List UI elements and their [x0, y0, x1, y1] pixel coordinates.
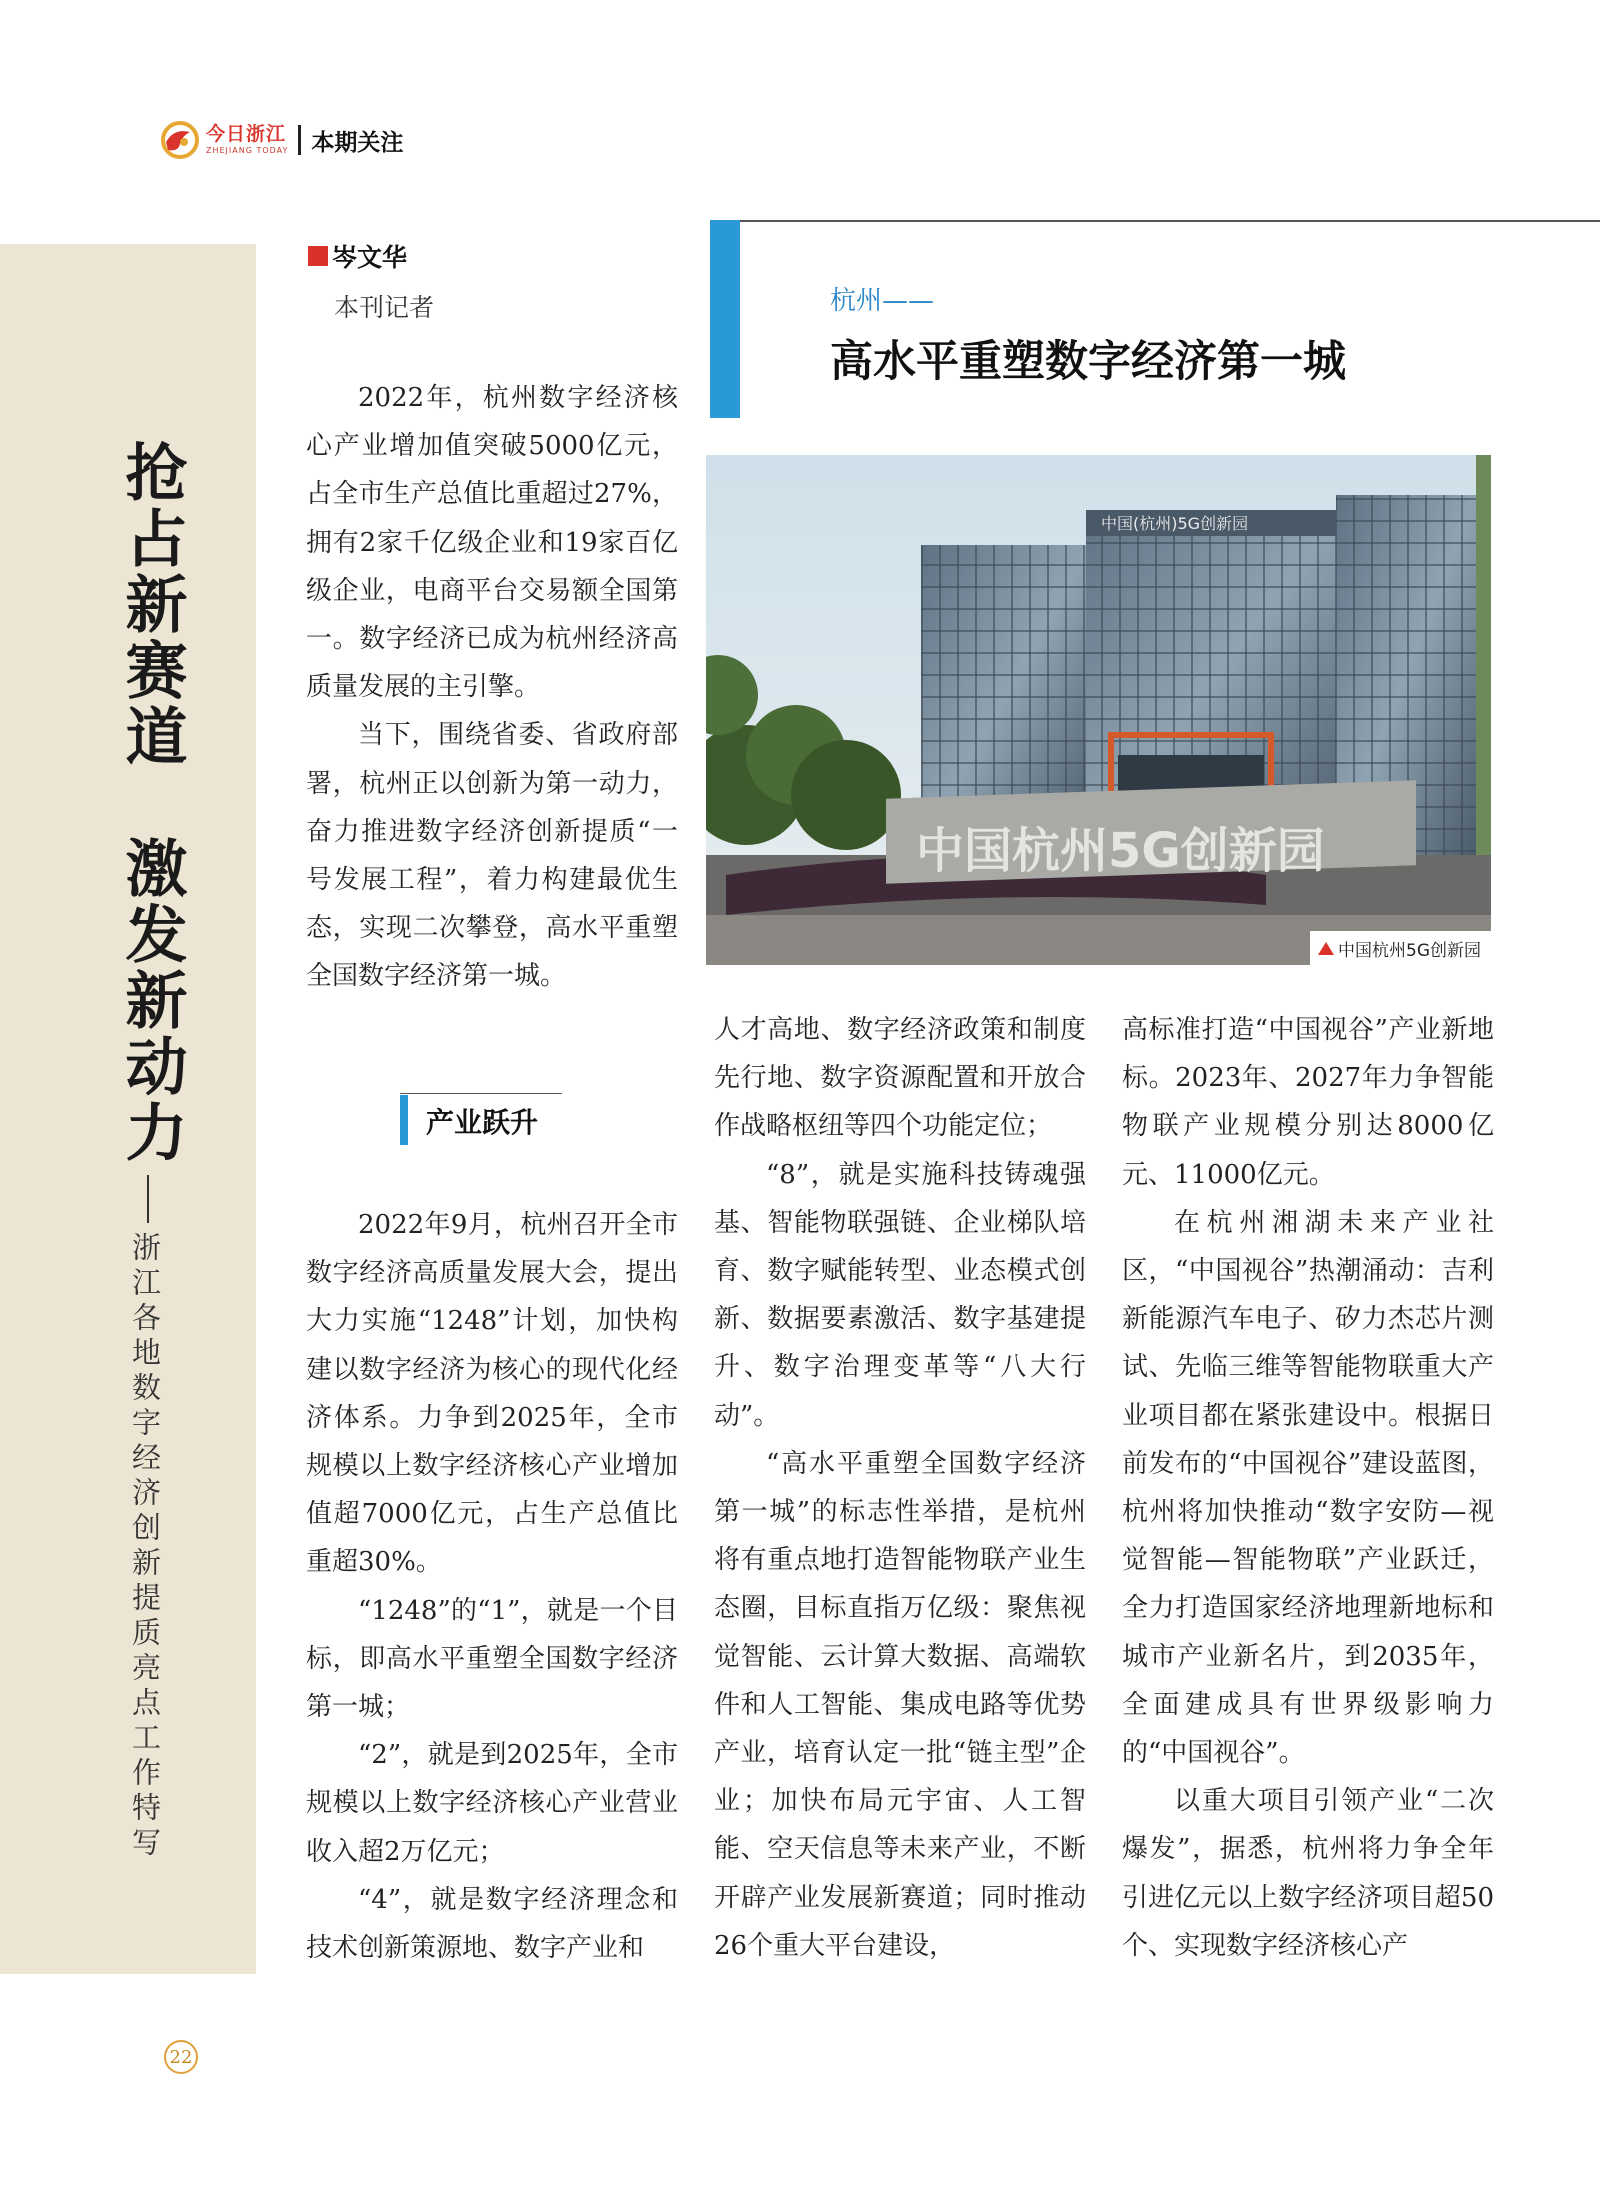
- body-paragraph: 人才高地、数字经济政策和制度先行地、数字资源配置和开放合作战略枢纽等四个功能定位；: [714, 1015, 1086, 1142]
- intro-column: [306, 374, 678, 1001]
- byline-marker: [308, 246, 328, 266]
- feature-title: 抢占新赛道 激发新动力: [115, 440, 188, 1166]
- subhead-rule: [400, 1093, 562, 1094]
- body-paragraph: “1248”的“1”，就是一个目标，即高水平重塑全国数字经济第一城；: [306, 1595, 678, 1723]
- photo-caption: 中国杭州5G创新园: [1338, 940, 1481, 961]
- feature-subtitle: 浙江各地数字经济创新提质亮点工作特写: [128, 1232, 162, 1862]
- header-divider: [298, 125, 301, 155]
- article-title-block: [710, 220, 1600, 418]
- body-column-3: [1122, 1006, 1494, 1970]
- section-label: 本期关注: [311, 129, 404, 156]
- magazine-logo: [160, 120, 288, 160]
- subtitle-dash: [147, 1175, 149, 1223]
- photo-caption-box: [1310, 931, 1491, 965]
- body-column-1: [306, 1201, 678, 1972]
- intro-paragraph: 当下，围绕省委、省政府部署，杭州正以创新为第一动力，奋力推进数字经济创新提质“一号发展工程”，着力构建最优生态，实现二次攀登，高水平重塑全国数字经济第一城。: [306, 720, 678, 992]
- article-photo: [706, 455, 1491, 965]
- subhead-text: 产业跃升: [426, 1106, 539, 1139]
- body-paragraph: 高标准打造“中国视谷”产业新地标。2023年、2027年力争智能物联产业规模分别达8000亿元、11000亿元。: [1122, 1015, 1494, 1190]
- body-paragraph: “高水平重塑全国数字经济第一城”的标志性举措，是杭州将有重点地打造智能物联产业生态圈，目标直指万亿级：聚焦视觉智能、云计算大数据、高端软件和人工智能、集成电路等优势产业，培育认定一批“链主型”企业；加快布局元宇宙、人工智能、空天信息等未来产业，不断开辟产业发展新赛道；同时推动26个重大平台建设，: [714, 1448, 1086, 1961]
- body-paragraph: 在杭州湘湖未来产业社区，“中国视谷”热潮涌动：吉利新能源汽车电子、矽力杰芯片测试、先临三维等智能物联重大产业项目都在紧张建设中。根据日前发布的“中国视谷”建设蓝图，杭州将加快推动“数字安防—视觉智能—智能物联”产业跃迁，全力打造国家经济地理新地标和城市产业新名片，到2035年，全面建成具有世界级影响力的“中国视谷”。: [1122, 1207, 1494, 1769]
- body-paragraph: 2022年9月，杭州召开全市数字经济高质量发展大会，提出大力实施“1248”计划，加快构建以数字经济为核心的现代化经济体系。力争到2025年，全市规模以上数字经济核心产业增加值超7000亿元，占生产总值比重超30%。: [306, 1210, 678, 1578]
- author-role: 本刊记者: [334, 293, 435, 322]
- title-accent-bar: [710, 220, 740, 418]
- page-number: 22: [164, 2040, 198, 2074]
- article-headline: 高水平重塑数字经济第一城: [830, 337, 1346, 387]
- building-sign-text: 中国(杭州)5G创新园: [1101, 514, 1249, 533]
- caption-triangle-icon: [1318, 942, 1334, 955]
- byline: [308, 238, 434, 324]
- body-paragraph: “8”，就是实施科技铸魂强基、智能物联强链、企业梯队培育、数字赋能转型、业态模式创新、数据要素激活、数字基建提升、数字治理变革等“八大行动”。: [714, 1159, 1086, 1431]
- body-paragraph: “4”，就是数字经济理念和技术创新策源地、数字产业和: [306, 1884, 678, 1964]
- subhead-accent-bar: [400, 1095, 408, 1145]
- author-name: 岑文华: [332, 243, 408, 272]
- intro-paragraph: 2022年，杭州数字经济核心产业增加值突破5000亿元，占全市生产总值比重超过27%，拥有2家千亿级企业和19家百亿级企业，电商平台交易额全国第一。数字经济已成为杭州经济高质量发展的主引擎。: [306, 383, 678, 703]
- body-paragraph: “2”，就是到2025年，全市规模以上数字经济核心产业营业收入超2万亿元；: [306, 1740, 678, 1867]
- title-rule: [710, 220, 1600, 222]
- ground-sign-text: 中国杭州5G创新园: [916, 823, 1325, 879]
- article-kicker: 杭州——: [830, 286, 935, 316]
- logo-english-text: ZHEJIANG TODAY: [206, 146, 289, 155]
- body-column-2: [714, 1006, 1086, 1970]
- 5g-park-photo: [706, 455, 1491, 965]
- section-subhead: [400, 1093, 562, 1147]
- logo-swirl-icon: [160, 120, 200, 160]
- body-paragraph: 以重大项目引领产业“二次爆发”，据悉，杭州将力争全年引进亿元以上数字经济项目超50个、实现数字经济核心产: [1122, 1786, 1494, 1961]
- logo-chinese-text: 今日浙江: [206, 123, 287, 145]
- magazine-header: [160, 118, 403, 162]
